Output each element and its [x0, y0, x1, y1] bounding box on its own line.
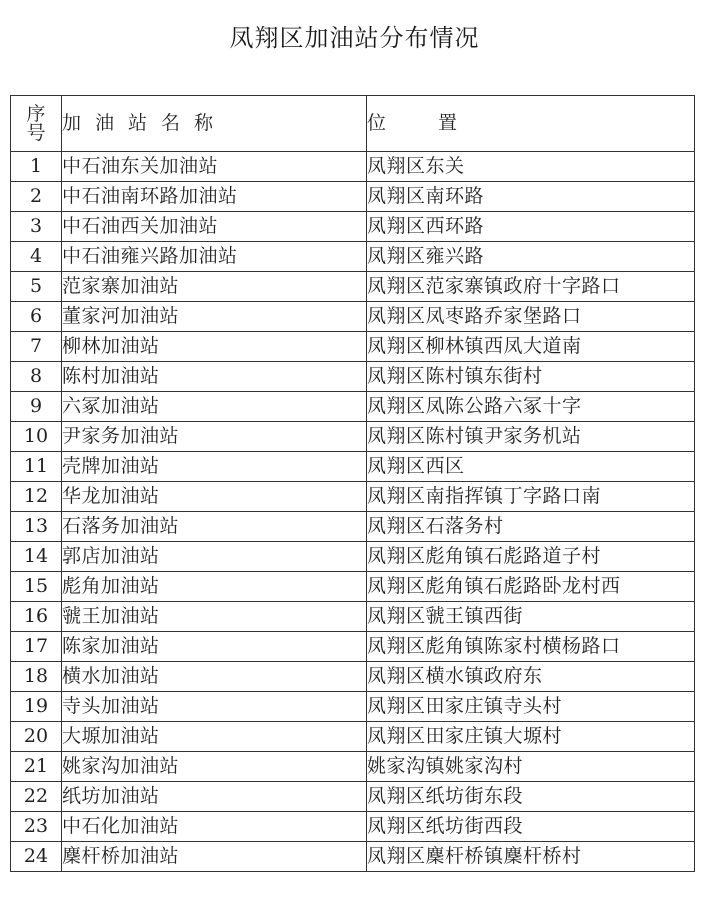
- table-row: [11, 302, 695, 332]
- row-number: 24: [11, 842, 62, 872]
- station-location: 凤翔区陈村镇东街村: [367, 362, 695, 392]
- station-location: 姚家沟镇姚家沟村: [367, 752, 695, 782]
- row-number: 9: [11, 392, 62, 422]
- table-body: [11, 152, 695, 872]
- row-number: 23: [11, 812, 62, 842]
- station-name: 陈村加油站: [62, 362, 367, 392]
- row-number: 10: [11, 422, 62, 452]
- table-row: [11, 812, 695, 842]
- row-number: 21: [11, 752, 62, 782]
- station-name: 虢王加油站: [62, 602, 367, 632]
- row-number: 22: [11, 782, 62, 812]
- station-location: 凤翔区东关: [367, 152, 695, 182]
- header-number-line1: 序: [26, 102, 46, 125]
- station-name: 六冢加油站: [62, 392, 367, 422]
- station-name: 纸坊加油站: [62, 782, 367, 812]
- station-location: 凤翔区西区: [367, 452, 695, 482]
- row-number: 8: [11, 362, 62, 392]
- row-number: 11: [11, 452, 62, 482]
- station-name: 中石油西关加油站: [62, 212, 367, 242]
- station-name: 柳林加油站: [62, 332, 367, 362]
- row-number: 7: [11, 332, 62, 362]
- station-name: 姚家沟加油站: [62, 752, 367, 782]
- station-name: 郭店加油站: [62, 542, 367, 572]
- table-row: [11, 512, 695, 542]
- row-number: 14: [11, 542, 62, 572]
- row-number: 5: [11, 272, 62, 302]
- table-row: [11, 392, 695, 422]
- table-row: [11, 782, 695, 812]
- header-number-line2: 号: [26, 121, 46, 144]
- row-number: 19: [11, 692, 62, 722]
- station-location: 凤翔区凤枣路乔家堡路口: [367, 302, 695, 332]
- table-row: [11, 752, 695, 782]
- page-title: 凤翔区加油站分布情况: [229, 24, 480, 52]
- station-location: 凤翔区麇杆桥镇麇杆桥村: [367, 842, 695, 872]
- station-name: 麇杆桥加油站: [62, 842, 367, 872]
- station-name: 陈家加油站: [62, 632, 367, 662]
- table-row: [11, 452, 695, 482]
- station-location: 凤翔区石落务村: [367, 512, 695, 542]
- row-number: 18: [11, 662, 62, 692]
- station-location: 凤翔区田家庄镇寺头村: [367, 692, 695, 722]
- station-location: 凤翔区西环路: [367, 212, 695, 242]
- station-location: 凤翔区横水镇政府东: [367, 662, 695, 692]
- row-number: 15: [11, 572, 62, 602]
- station-location: 凤翔区彪角镇石彪路卧龙村西: [367, 572, 695, 602]
- station-location: 凤翔区陈村镇尹家务机站: [367, 422, 695, 452]
- table-row: [11, 572, 695, 602]
- station-name: 中石油雍兴路加油站: [62, 242, 367, 272]
- station-name: 壳牌加油站: [62, 452, 367, 482]
- row-number: 16: [11, 602, 62, 632]
- station-location: 凤翔区田家庄镇大塬村: [367, 722, 695, 752]
- row-number: 20: [11, 722, 62, 752]
- row-number: 13: [11, 512, 62, 542]
- station-location: 凤翔区纸坊街东段: [367, 782, 695, 812]
- station-location: 凤翔区范家寨镇政府十字路口: [367, 272, 695, 302]
- station-location: 凤翔区凤陈公路六冢十字: [367, 392, 695, 422]
- header-number: [11, 96, 62, 152]
- table-row: [11, 182, 695, 212]
- row-number: 12: [11, 482, 62, 512]
- row-number: 6: [11, 302, 62, 332]
- station-name: 寺头加油站: [62, 692, 367, 722]
- station-location: 凤翔区南指挥镇丁字路口南: [367, 482, 695, 512]
- station-name: 尹家务加油站: [62, 422, 367, 452]
- table-header-row: [11, 96, 695, 152]
- station-name: 中石油南环路加油站: [62, 182, 367, 212]
- table-row: [11, 332, 695, 362]
- station-name: 彪角加油站: [62, 572, 367, 602]
- station-name: 大塬加油站: [62, 722, 367, 752]
- table-row: [11, 602, 695, 632]
- table-row: [11, 272, 695, 302]
- row-number: 2: [11, 182, 62, 212]
- table-row: [11, 542, 695, 572]
- station-location: 凤翔区南环路: [367, 182, 695, 212]
- row-number: 4: [11, 242, 62, 272]
- station-name: 中石化加油站: [62, 812, 367, 842]
- station-location: 凤翔区彪角镇石彪路道子村: [367, 542, 695, 572]
- header-location: 位置: [367, 96, 695, 152]
- station-name: 横水加油站: [62, 662, 367, 692]
- station-location: 凤翔区虢王镇西街: [367, 602, 695, 632]
- station-location: 凤翔区柳林镇西凤大道南: [367, 332, 695, 362]
- table-row: [11, 422, 695, 452]
- table-row: [11, 212, 695, 242]
- row-number: 3: [11, 212, 62, 242]
- row-number: 17: [11, 632, 62, 662]
- station-location: 凤翔区雍兴路: [367, 242, 695, 272]
- row-number: 1: [11, 152, 62, 182]
- table-row: [11, 692, 695, 722]
- station-location: 凤翔区纸坊街西段: [367, 812, 695, 842]
- station-name: 范家寨加油站: [62, 272, 367, 302]
- table-row: [11, 662, 695, 692]
- table-row: [11, 632, 695, 662]
- table-row: [11, 482, 695, 512]
- gas-station-table: [10, 95, 695, 872]
- table-row: [11, 152, 695, 182]
- station-name: 中石油东关加油站: [62, 152, 367, 182]
- station-name: 董家河加油站: [62, 302, 367, 332]
- header-station-name: 加油站名称: [62, 96, 367, 152]
- station-name: 华龙加油站: [62, 482, 367, 512]
- station-location: 凤翔区彪角镇陈家村横杨路口: [367, 632, 695, 662]
- table-row: [11, 842, 695, 872]
- table-row: [11, 362, 695, 392]
- table-row: [11, 242, 695, 272]
- table-row: [11, 722, 695, 752]
- station-name: 石落务加油站: [62, 512, 367, 542]
